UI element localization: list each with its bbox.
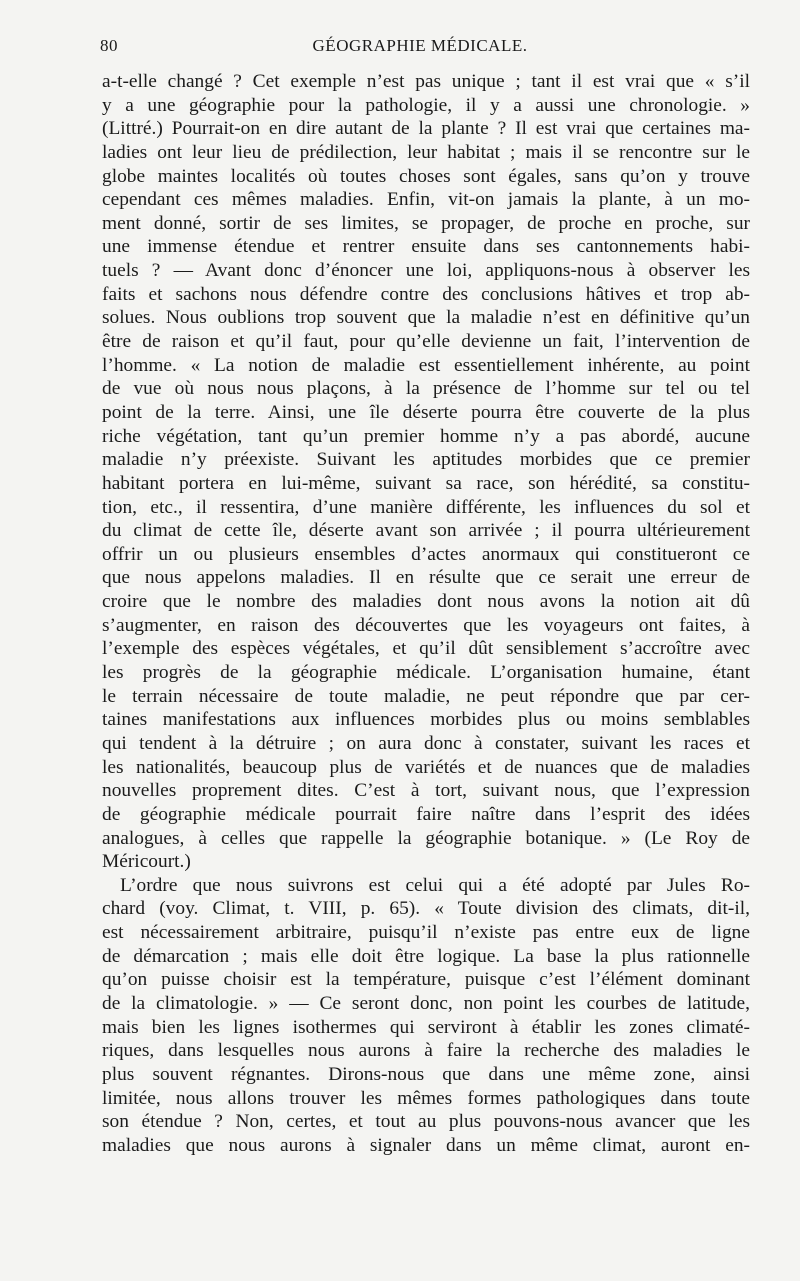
text-line: habitant portera en lui-même, suivant sa race, son hérédité, sa constitu- — [102, 472, 750, 494]
text-line: faits et sachons nous défendre contre des conclusions hâtives et trop ab- — [102, 283, 750, 305]
page-header — [100, 36, 740, 60]
text-line: du climat de cette île, déserte avant son arrivée ; il pourra ultérieurement — [102, 520, 750, 542]
text-line: les progrès de la géographie médicale. L’organisation humaine, étant — [102, 662, 750, 684]
running-title: GÉOGRAPHIE MÉDICALE. — [312, 36, 528, 55]
text-line: L’ordre que nous suivrons est celui qui a été adopté par Jules Ro- — [120, 874, 750, 896]
text-line: riques, dans lesquelles nous aurons à faire la recherche des maladies le — [102, 1040, 750, 1062]
text-line: cependant ces mêmes maladies. Enfin, vit-on jamais la plante, à un mo- — [102, 189, 750, 211]
text-line: limitée, nous allons trouver les mêmes formes pathologiques dans toute — [102, 1087, 750, 1109]
body-text — [102, 70, 750, 1157]
text-line: analogues, à celles que rappelle la géographie botanique. » (Le Roy de — [102, 827, 750, 849]
text-line: de vue où nous nous plaçons, à la présence de l’homme sur tel ou tel — [102, 378, 750, 400]
text-line: ladies ont leur lieu de prédilection, leur habitat ; mais il se rencontre sur le — [102, 141, 750, 163]
text-line: que nous appelons maladies. Il en résulte que ce serait une erreur de — [102, 567, 750, 589]
text-line: être de raison et qu’il faut, pour qu’elle devienne un fait, l’intervention de — [102, 331, 750, 353]
text-line: croire que le nombre des maladies dont nous avons la notion ait dû — [102, 591, 750, 613]
text-line: s’augmenter, en raison des découvertes que les voyageurs ont faites, à — [102, 614, 750, 636]
text-line: tion, etc., il ressentira, d’une manière différente, les influences du sol et — [102, 496, 750, 518]
text-line: maladie n’y préexiste. Suivant les aptitudes morbides que ce premier — [102, 449, 750, 471]
text-line: riche végétation, tant qu’un premier homme n’y a pas abordé, aucune — [102, 425, 750, 447]
text-line: y a une géographie pour la pathologie, il y a aussi une chronologie. » — [102, 94, 750, 116]
text-line: a-t-elle changé ? Cet exemple n’est pas unique ; tant il est vrai que « s’il — [102, 71, 750, 92]
text-line: les nationalités, beaucoup plus de variétés et de nuances que de maladies — [102, 756, 750, 778]
text-line: ment donné, sortir de ses limites, se propager, de proche en proche, sur — [102, 212, 750, 234]
text-line: taines manifestations aux influences morbides plus ou moins semblables — [102, 709, 750, 731]
text-line: de géographie médicale pourrait faire naître dans l’esprit des idées — [102, 803, 750, 825]
text-line: offrir un ou plusieurs ensembles d’actes anormaux qui constitueront ce — [102, 543, 750, 565]
text-line: tuels ? — Avant donc d’énoncer une loi, appliquons-nous à observer les — [102, 260, 750, 282]
text-line: plus souvent régnantes. Dirons-nous que dans une même zone, ainsi — [102, 1063, 750, 1085]
text-line: qui tendent à la détruire ; on aura donc à constater, suivant les races et — [102, 732, 750, 754]
text-line: maladies que nous aurons à signaler dans un même climat, auront en- — [102, 1134, 750, 1156]
text-line: chard (voy. Climat, t. VIII, p. 65). « Toute division des climats, dit-il, — [102, 898, 750, 920]
text-line: Méricourt.) — [102, 851, 191, 873]
text-line: nouvelles proprement dites. C’est à tort, suivant nous, que l’expression — [102, 780, 750, 802]
text-line: globe maintes localités où toutes choses sont égales, sans qu’on y trouve — [102, 165, 750, 187]
text-line: qu’on puisse choisir est la température, puisque c’est l’élément dominant — [102, 969, 750, 991]
text-line: son étendue ? Non, certes, et tout au plus pouvons-nous avancer que les — [102, 1111, 750, 1133]
text-line: (Littré.) Pourrait-on en dire autant de la plante ? Il est vrai que certaines ma- — [102, 118, 750, 140]
text-line: une immense étendue et rentrer ensuite dans ses cantonnements habi- — [102, 236, 750, 258]
text-line: l’exemple des espèces végétales, et qu’il dût sensiblement s’accroître avec — [102, 638, 750, 660]
text-line: solues. Nous oublions trop souvent que la maladie n’est en définitive qu’un — [102, 307, 750, 329]
text-line: de démarcation ; mais elle doit être logique. La base la plus rationnelle — [102, 945, 750, 967]
text-line: le terrain nécessaire de toute maladie, ne peut répondre que par cer- — [102, 685, 750, 707]
text-line: mais bien les lignes isothermes qui serviront à établir les zones climaté- — [102, 1016, 750, 1038]
text-line: point de la terre. Ainsi, une île déserte pourra être couverte de la plus — [102, 401, 750, 423]
page-number: 80 — [100, 36, 118, 55]
text-line: de la climatologie. » — Ce seront donc, non point les courbes de latitude, — [102, 992, 750, 1014]
text-line: l’homme. « La notion de maladie est essentiellement inhérente, au point — [102, 354, 750, 376]
text-line: est nécessairement arbitraire, puisqu’il n’existe pas entre eux de ligne — [102, 922, 750, 944]
